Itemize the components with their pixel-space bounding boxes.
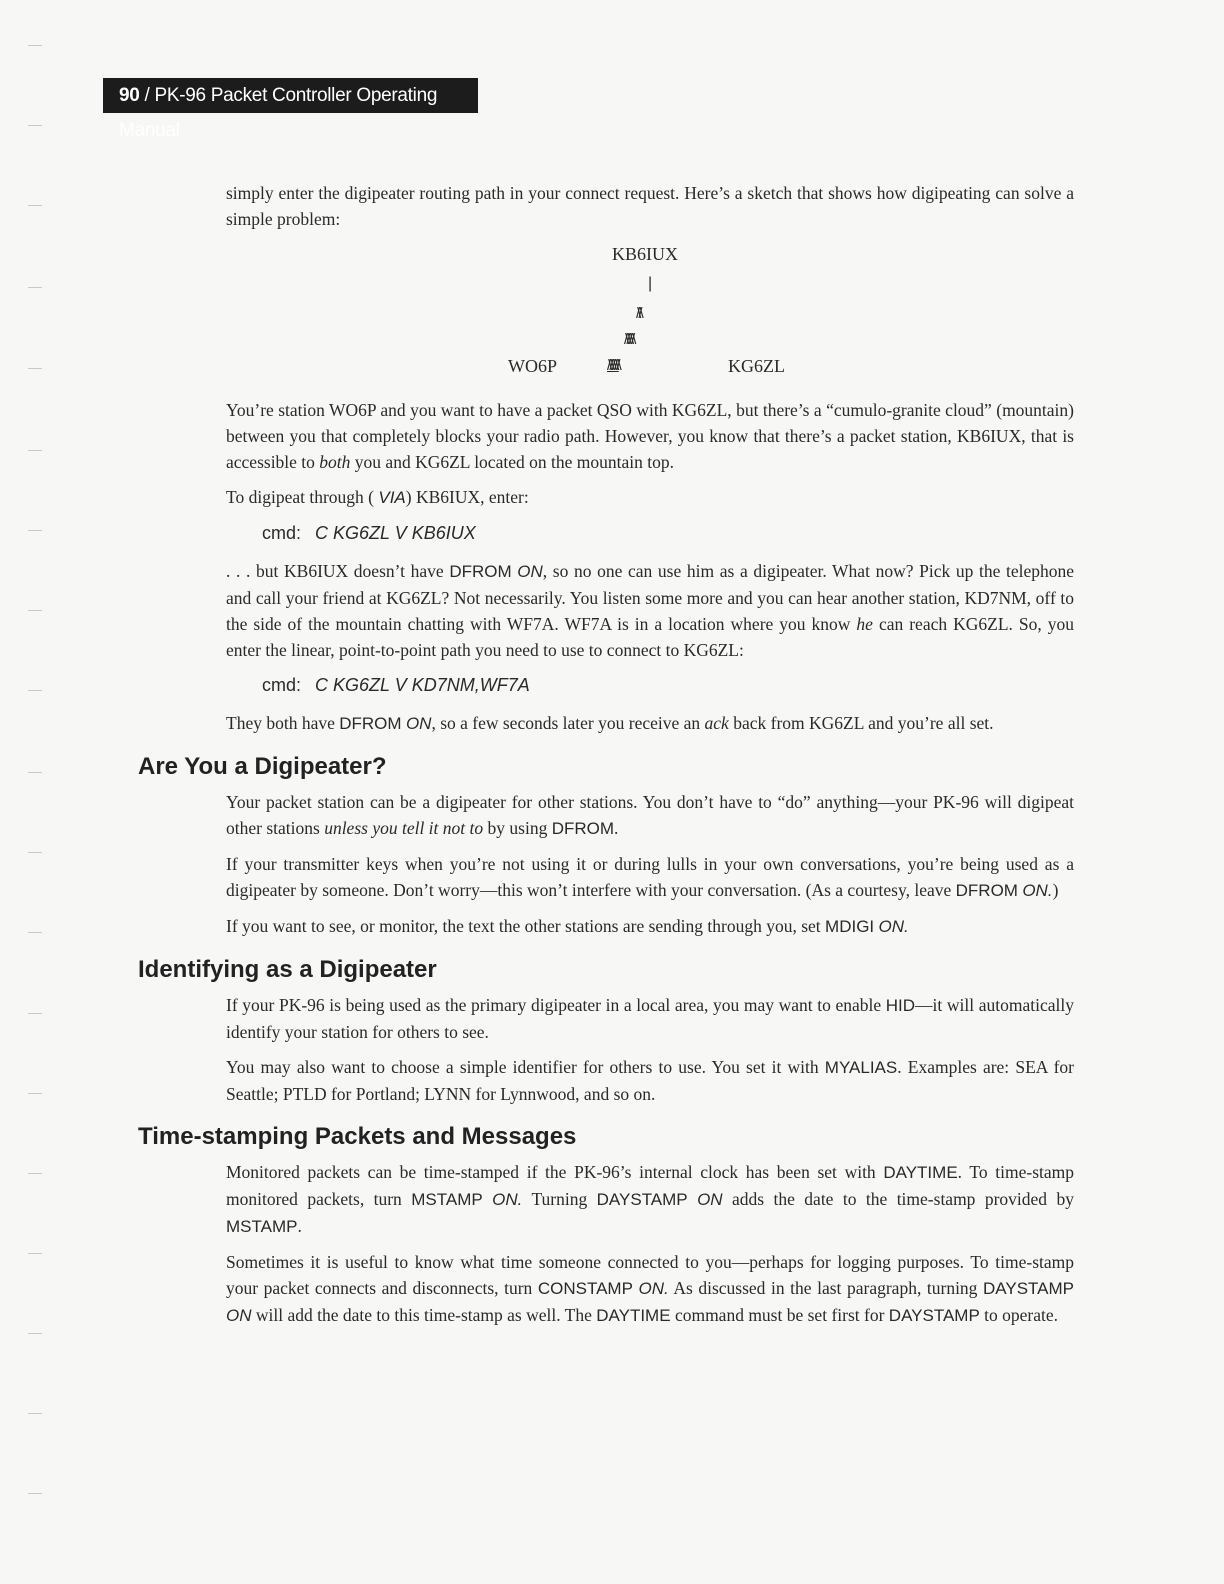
page-body xyxy=(138,180,1075,1338)
manual-title: / PK-96 Packet Controller Operating Manual xyxy=(119,85,438,141)
command-example-1: cmd: C KG6ZL V KB6IUX xyxy=(262,523,476,543)
digipeat-sketch xyxy=(226,241,1074,389)
paragraph-via: To digipeat through ( VIA) KB6IUX, enter: xyxy=(226,487,529,507)
paragraph-myalias: You may also want to choose a simple identifier for others to use. You set it with MYALIAS. Examples are: SEA for Seattle; PTLD for Portland; LYNN for Lynnwood, and so on. xyxy=(226,1057,1075,1104)
paragraph-dfrom-problem: . . . but KB6IUX doesn’t have DFROM ON, so no one can use him as a digipeater. What now? Pick up the telephone and call your friend at KG6ZL? Not necessarily. You listen some more and you can hear another station, KD7NM, off to the side of the mountain chatting with WF7A. WF7A is in a location where you know he can reach KG6ZL. So, you enter the linear, point-to-point path you need to use to connect to KG6ZL: xyxy=(226,561,1075,660)
page-number: 90 xyxy=(119,85,140,106)
command-example-2: cmd: C KG6ZL V KD7NM,WF7A xyxy=(262,675,530,695)
paragraph-mdigi: If you want to see, or monitor, the text the other stations are sending through you, set MDIGI ON. xyxy=(226,916,909,936)
paragraph-mstamp: Monitored packets can be time-stamped if the PK-96’s internal clock has been set with DAYTIME. To time-stamp monitored packets, turn MSTAMP ON. Turning DAYSTAMP ON adds the date to the time-stamp provided by MSTAMP. xyxy=(226,1162,1075,1236)
paragraph-transmitter-keys: If your transmitter keys when you’re not using it or during lulls in your own conversations, you’re being used as a digipeater by someone. Don’t worry—this won’t interfere with your conversation. (As a courtesy, leave DFROM ON.) xyxy=(226,854,1074,900)
sketch-line2: /\/\ xyxy=(636,305,641,322)
paragraph-hid: If your PK-96 is being used as the primary digipeater in a local area, you may want to enable HID—it will automatically identify your station for others to see. xyxy=(226,995,1074,1042)
sketch-line1: | xyxy=(648,275,653,292)
paragraph-scenario: You’re station WO6P and you want to have a packet QSO with KG6ZL, but there’s a “cumulo-granite cloud” (mountain) between you that completely blocks your radio path. However, you know that there’s a packet station, KB6IUX, that is accessible to both you and KG6ZL located on the mountain top. xyxy=(226,400,1074,472)
heading-identifying: Identifying as a Digipeater xyxy=(138,956,437,983)
margin-ticks xyxy=(28,0,44,1584)
heading-are-you-digipeater: Are You a Digipeater? xyxy=(138,753,387,780)
sketch-line3: /\/\/\/\ xyxy=(624,331,634,348)
page-header xyxy=(103,78,478,141)
sketch-top-station: KB6IUX xyxy=(612,244,678,264)
heading-time-stamping: Time-stamping Packets and Messages xyxy=(138,1123,577,1150)
sketch-ground: /\/\/\/\/\ xyxy=(607,357,619,374)
intro-paragraph: simply enter the digipeater routing path in your connect request. Here’s a sketch that shows how digipeating can solve a simple problem: xyxy=(226,183,1074,229)
paragraph-constamp: Sometimes it is useful to know what time someone connected to you—perhaps for logging purposes. To time-stamp your packet connects and disconnects, turn CONSTAMP ON. As discussed in the last paragraph, turning DAYSTAMP ON will add the date to this time-stamp as well. The DAYTIME command must be set first for DAYSTAMP to operate. xyxy=(226,1252,1074,1325)
paragraph-ack: They both have DFROM ON, so a few seconds later you receive an ack back from KG6ZL and you’re all set. xyxy=(226,713,994,733)
sketch-right-station: KG6ZL xyxy=(728,356,785,376)
sketch-left-station: WO6P xyxy=(508,356,557,376)
paragraph-digipeat-others: Your packet station can be a digipeater for other stations. You don’t have to “do” anything—your PK-96 will digipeat other stations unless you tell it not to by using DFROM. xyxy=(226,792,1074,838)
